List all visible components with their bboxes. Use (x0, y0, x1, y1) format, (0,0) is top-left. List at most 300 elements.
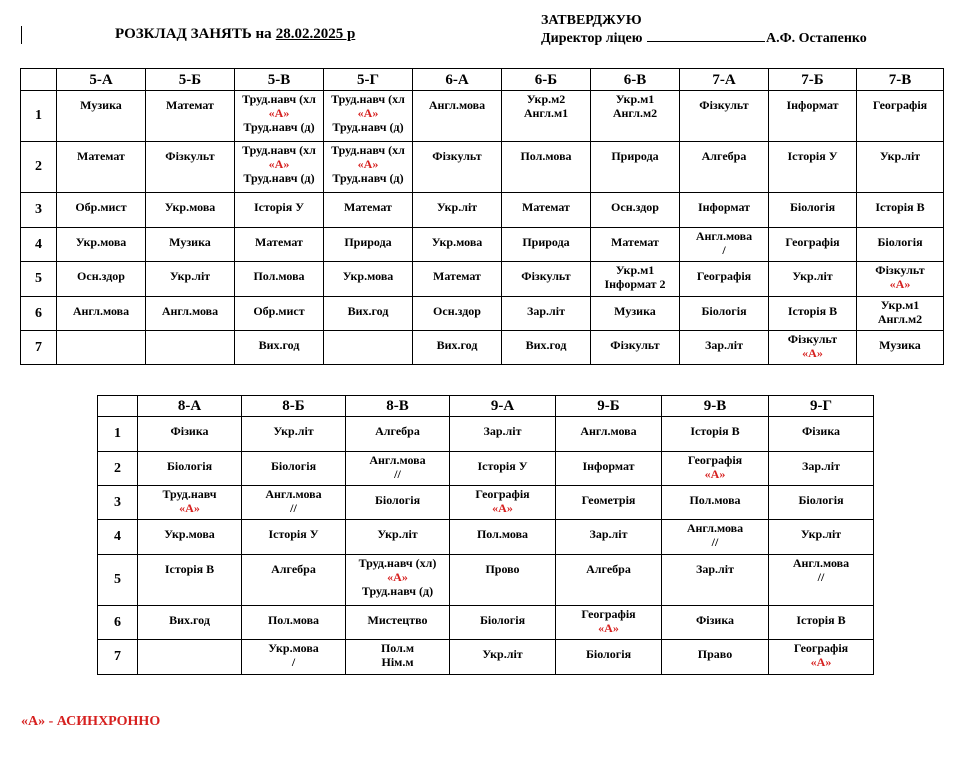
subject-text: Фізика (170, 424, 209, 438)
subject-text: Укр.літ (436, 200, 478, 214)
lesson-cell (857, 297, 944, 331)
lesson-cell (138, 520, 242, 555)
lesson-cell (591, 262, 680, 297)
lesson-row (21, 193, 944, 228)
lesson-number: 5 (21, 262, 57, 297)
lesson-cell (346, 640, 450, 675)
lesson-cell (57, 228, 146, 262)
lesson-cell (502, 297, 591, 331)
subject-text: Біологія (585, 647, 632, 661)
lesson-row (98, 417, 874, 452)
lesson-cell (502, 142, 591, 193)
subject-text: Пол.мова (253, 269, 305, 283)
lesson-cell (450, 640, 556, 675)
subject-text: Вих.год (525, 338, 567, 352)
lesson-cell (57, 193, 146, 228)
subject-text: Природа (522, 235, 570, 249)
lesson-cell (450, 452, 556, 486)
subject-text: Осн.здор (433, 304, 481, 318)
lesson-cell (413, 193, 502, 228)
subject-text: Фізкульт (165, 149, 215, 163)
lesson-cell (502, 228, 591, 262)
subject-text: // (394, 467, 401, 481)
lesson-cell (769, 228, 857, 262)
text-cursor (21, 26, 22, 44)
subject-text: Прово (485, 562, 520, 576)
subject-text: Математ (166, 98, 214, 112)
subject-text: Пол.мова (689, 493, 741, 507)
lesson-cell (769, 520, 874, 555)
lesson-cell (591, 142, 680, 193)
lesson-cell (57, 262, 146, 297)
lesson-cell (346, 520, 450, 555)
async-marker: «А» (179, 501, 200, 515)
lesson-cell (680, 228, 769, 262)
subject-text: Осн.здор (77, 269, 125, 283)
lesson-cell (680, 142, 769, 193)
async-marker: «А» (889, 277, 911, 291)
subject-text: Англ.м1 (523, 106, 569, 120)
subject-text: Зар.літ (483, 424, 522, 438)
subject-text: Інформат (697, 200, 751, 214)
subject-text: Зар.літ (705, 338, 743, 352)
lesson-cell (146, 331, 235, 365)
lesson-cell (556, 452, 662, 486)
lesson-cell (324, 297, 413, 331)
subject-text: Географія (785, 235, 840, 249)
subject-text: Пол.мова (267, 613, 320, 627)
class-header: 6-В (591, 69, 680, 91)
lesson-cell (242, 555, 346, 606)
lesson-cell (769, 331, 857, 365)
subject-text: Математ (344, 200, 392, 214)
async-marker: «А» (387, 570, 408, 584)
schedule-title (115, 26, 355, 43)
lesson-cell (146, 142, 235, 193)
lesson-cell (556, 417, 662, 452)
lesson-cell (591, 297, 680, 331)
subject-text: Зар.літ (696, 562, 734, 576)
lesson-cell (662, 486, 769, 520)
lesson-cell (769, 452, 874, 486)
lesson-cell (146, 262, 235, 297)
lesson-cell (57, 142, 146, 193)
lesson-number: 5 (98, 555, 138, 606)
lesson-cell (662, 640, 769, 675)
subject-text: Інформат (582, 459, 635, 473)
lesson-cell (769, 297, 857, 331)
lesson-number: 6 (98, 606, 138, 640)
subject-text: Укр.літ (482, 647, 523, 661)
lesson-number: 2 (98, 452, 138, 486)
async-marker: «А» (357, 157, 379, 171)
lesson-cell (413, 91, 502, 142)
class-header: 9-В (662, 396, 769, 417)
subject-text: Укр.мова (431, 235, 483, 249)
subject-text: Англ.мова (161, 304, 219, 318)
subject-text: Історія У (477, 459, 528, 473)
lesson-cell (413, 331, 502, 365)
lesson-cell (556, 520, 662, 555)
subject-text: Історія В (690, 424, 740, 438)
subject-text: Біологія (877, 235, 923, 249)
subject-text: Геометрія (581, 493, 636, 507)
lesson-cell (556, 640, 662, 675)
lesson-cell (242, 606, 346, 640)
lesson-cell (556, 606, 662, 640)
subject-text: Англ.мова (686, 521, 744, 535)
subject-text: Вих.год (347, 304, 389, 318)
subject-text: Труд.навч (хл (331, 143, 405, 157)
lesson-cell (242, 486, 346, 520)
class-header: 8-Б (242, 396, 346, 417)
subject-text: Укр.літ (273, 424, 314, 438)
lesson-cell (502, 331, 591, 365)
subject-text: Укр.м1 (880, 298, 920, 312)
lesson-cell (450, 486, 556, 520)
subject-text: Труд.навч (д) (332, 120, 404, 134)
lesson-cell (857, 331, 944, 365)
subject-text: / (291, 655, 296, 669)
lesson-cell (242, 520, 346, 555)
lesson-cell (413, 142, 502, 193)
subject-text: Укр.мова (75, 235, 127, 249)
subject-text: Географія (872, 98, 928, 112)
lesson-cell (680, 193, 769, 228)
subject-text: Алгебра (701, 149, 747, 163)
lesson-number: 7 (98, 640, 138, 675)
subject-text: Математ (611, 235, 659, 249)
lesson-cell (769, 640, 874, 675)
subject-text: Біологія (166, 459, 213, 473)
subject-text: Музика (614, 304, 656, 318)
subject-text: Географія (696, 269, 752, 283)
subject-text: Труд.навч (хл) (358, 556, 437, 570)
subject-text: Фізкульт (875, 263, 925, 277)
lesson-cell (769, 142, 857, 193)
subject-text: Фізкульт (521, 269, 571, 283)
director-line (541, 30, 867, 48)
subject-text: Історія У (268, 527, 319, 541)
lesson-cell (591, 228, 680, 262)
subject-text: Пол.мова (520, 149, 572, 163)
subject-text: Історія В (875, 200, 925, 214)
subject-text: Математ (433, 269, 481, 283)
class-header: 9-А (450, 396, 556, 417)
lesson-cell (138, 606, 242, 640)
class-header: 7-Б (769, 69, 857, 91)
subject-text: Математ (77, 149, 125, 163)
lesson-cell (346, 452, 450, 486)
signature-line (647, 30, 765, 42)
lesson-cell (857, 91, 944, 142)
lesson-cell (450, 606, 556, 640)
subject-text: Фізкульт (610, 338, 660, 352)
subject-text: Алгебра (271, 562, 316, 576)
async-marker: «А» (598, 621, 619, 635)
subject-text: Укр.м1 (615, 263, 655, 277)
lesson-cell (242, 417, 346, 452)
lesson-row (98, 640, 874, 675)
subject-text: Укр.мова (342, 269, 394, 283)
async-marker: «А» (810, 655, 832, 669)
subject-text: Алгебра (586, 562, 631, 576)
class-header: 6-Б (502, 69, 591, 91)
subject-text: Мистецтво (367, 613, 428, 627)
subject-text: Музика (879, 338, 921, 352)
lesson-cell (857, 142, 944, 193)
lesson-number: 1 (21, 91, 57, 142)
subject-text: Обр.мист (253, 304, 305, 318)
lesson-cell (324, 193, 413, 228)
lesson-cell (242, 640, 346, 675)
subject-text: Укр.м1 (615, 92, 655, 106)
lesson-number: 3 (98, 486, 138, 520)
lesson-cell (138, 486, 242, 520)
class-header-row (98, 396, 874, 417)
lesson-cell (413, 228, 502, 262)
class-header: 6-А (413, 69, 502, 91)
subject-text: Біологія (798, 493, 844, 507)
subject-text: // (290, 501, 297, 515)
async-marker: «А» (492, 501, 513, 515)
subject-text: Англ.мова (72, 304, 130, 318)
subject-text: Біологія (374, 493, 421, 507)
class-header: 5-В (235, 69, 324, 91)
lesson-cell (57, 297, 146, 331)
lesson-cell (662, 606, 769, 640)
lesson-cell (242, 452, 346, 486)
lesson-row (21, 228, 944, 262)
subject-text: Право (697, 647, 733, 661)
lesson-cell (680, 91, 769, 142)
lesson-cell (769, 193, 857, 228)
async-marker: «А» (802, 346, 823, 360)
lesson-cell (324, 228, 413, 262)
lesson-row (21, 142, 944, 193)
subject-text: Географія (581, 607, 636, 621)
subject-text: Вих.год (169, 613, 210, 627)
subject-text: Труд.навч (хл (242, 92, 316, 106)
subject-text: Фізкульт (787, 332, 838, 346)
subject-text: Англ.м2 (877, 312, 923, 326)
subject-text: Біологія (270, 459, 317, 473)
lesson-cell (857, 262, 944, 297)
lesson-cell (662, 555, 769, 606)
class-header: 5-Б (146, 69, 235, 91)
subject-text: Фізика (695, 613, 735, 627)
subject-text: Труд.навч (д) (361, 584, 434, 598)
subject-text: Математ (255, 235, 303, 249)
subject-text: // (817, 570, 825, 584)
lesson-cell (235, 297, 324, 331)
class-header: 5-Г (324, 69, 413, 91)
subject-text: Зар.літ (527, 304, 565, 318)
subject-text: Музика (169, 235, 211, 249)
title-text: РОЗКЛАД ЗАНЯТЬ на (115, 26, 272, 42)
director-label: Директор ліцею (541, 31, 643, 46)
subject-text: Труд.навч (хл (331, 92, 405, 106)
lesson-row (21, 262, 944, 297)
lesson-cell (857, 193, 944, 228)
class-header: 7-В (857, 69, 944, 91)
lesson-cell (769, 555, 874, 606)
subject-text: Труд.навч (хл (242, 143, 316, 157)
lesson-cell (146, 193, 235, 228)
lesson-number: 7 (21, 331, 57, 365)
lesson-row (98, 520, 874, 555)
lesson-number: 6 (21, 297, 57, 331)
subject-text: Англ.м2 (612, 106, 658, 120)
subject-text: Обр.мист (75, 200, 127, 214)
subject-text: Нім.м (381, 655, 414, 669)
subject-text: / (722, 243, 726, 257)
subject-text: Фізика (801, 424, 841, 438)
lesson-cell (769, 417, 874, 452)
subject-text: Історія У (253, 200, 305, 214)
class-header: 9-Г (769, 396, 874, 417)
subject-text: Англ.мова (265, 487, 322, 501)
lesson-cell (235, 142, 324, 193)
subject-text: Фізкульт (432, 149, 482, 163)
lesson-cell (235, 91, 324, 142)
lesson-cell (324, 142, 413, 193)
subject-text: Укр.мова (164, 200, 216, 214)
class-header: 8-В (346, 396, 450, 417)
class-header: 8-А (138, 396, 242, 417)
lesson-cell (235, 331, 324, 365)
class-header: 9-Б (556, 396, 662, 417)
lesson-cell (591, 91, 680, 142)
lesson-cell (413, 297, 502, 331)
lesson-number: 2 (21, 142, 57, 193)
subject-text: Історія В (787, 304, 838, 318)
approval-block (541, 12, 867, 48)
subject-text: Труд.навч (д) (243, 120, 315, 134)
subject-text: Укр.літ (800, 527, 842, 541)
async-marker: «А» (704, 467, 726, 481)
lesson-cell (346, 606, 450, 640)
subject-text: Алгебра (375, 424, 420, 438)
subject-text: Інформат 2 (604, 277, 666, 291)
subject-text: Зар.літ (589, 527, 628, 541)
lesson-cell (662, 452, 769, 486)
lesson-row (98, 452, 874, 486)
lesson-row (21, 331, 944, 365)
async-marker: «А» (357, 106, 379, 120)
lesson-row (98, 606, 874, 640)
lesson-cell (413, 262, 502, 297)
lesson-cell (680, 331, 769, 365)
lesson-cell (57, 91, 146, 142)
lesson-cell (235, 228, 324, 262)
subject-text: Труд.навч (162, 487, 217, 501)
approval-heading: ЗАТВЕРДЖУЮ (541, 13, 642, 28)
lesson-cell (138, 555, 242, 606)
class-header: 5-А (57, 69, 146, 91)
lesson-cell (662, 520, 769, 555)
subject-text: Труд.навч (д) (243, 171, 315, 185)
class-header-row (21, 69, 944, 91)
subject-text: Англ.мова (792, 556, 850, 570)
subject-text: Англ.мова (369, 453, 426, 467)
lesson-cell (857, 228, 944, 262)
subject-text: Труд.навч (д) (332, 171, 404, 185)
lesson-cell (591, 193, 680, 228)
lesson-cell (57, 331, 146, 365)
lesson-cell (138, 640, 242, 675)
lesson-row (98, 555, 874, 606)
schedule-table-5-7 (20, 68, 944, 365)
lesson-cell (346, 555, 450, 606)
lesson-cell (146, 91, 235, 142)
lesson-row (21, 297, 944, 331)
corner-cell (98, 396, 138, 417)
subject-text: Географія (475, 487, 530, 501)
subject-text: Пол.м (380, 641, 415, 655)
lesson-number: 4 (98, 520, 138, 555)
subject-text: Англ.мова (580, 424, 637, 438)
lesson-cell (450, 520, 556, 555)
subject-text: // (711, 535, 719, 549)
lesson-cell (502, 262, 591, 297)
lesson-row (98, 486, 874, 520)
director-name: А.Ф. Остапенко (765, 31, 867, 46)
class-header: 7-А (680, 69, 769, 91)
async-marker: «А» (268, 157, 290, 171)
subject-text: Біологія (789, 200, 836, 214)
corner-cell (21, 69, 57, 91)
lesson-cell (450, 555, 556, 606)
lesson-cell (346, 486, 450, 520)
subject-text: Укр.літ (377, 527, 418, 541)
lesson-cell (680, 262, 769, 297)
subject-text: Англ.мова (695, 229, 753, 243)
subject-text: Природа (344, 235, 392, 249)
subject-text: Музика (80, 98, 122, 112)
subject-text: Біологія (701, 304, 747, 318)
subject-text: Географія (687, 453, 743, 467)
subject-text: Інформат (786, 98, 839, 112)
async-marker: «А» (268, 106, 290, 120)
subject-text: Історія В (164, 562, 215, 576)
lesson-cell (235, 262, 324, 297)
subject-text: Укр.мова (164, 527, 215, 541)
lesson-cell (556, 555, 662, 606)
lesson-cell (591, 331, 680, 365)
lesson-number: 3 (21, 193, 57, 228)
lesson-cell (662, 417, 769, 452)
lesson-cell (502, 91, 591, 142)
subject-text: Вих.год (258, 338, 300, 352)
subject-text: Природа (611, 149, 659, 163)
subject-text: Біологія (479, 613, 526, 627)
legend-async: «А» - АСИНХРОННО (21, 714, 161, 729)
subject-text: Укр.мова (268, 641, 319, 655)
subject-text: Математ (522, 200, 570, 214)
lesson-cell (324, 262, 413, 297)
lesson-cell (324, 91, 413, 142)
lesson-row (21, 91, 944, 142)
subject-text: Історія В (796, 613, 846, 627)
lesson-cell (138, 452, 242, 486)
subject-text: Зар.літ (802, 459, 840, 473)
lesson-cell (146, 228, 235, 262)
lesson-cell (146, 297, 235, 331)
lesson-cell (450, 417, 556, 452)
lesson-cell (235, 193, 324, 228)
subject-text: Англ.мова (428, 98, 486, 112)
